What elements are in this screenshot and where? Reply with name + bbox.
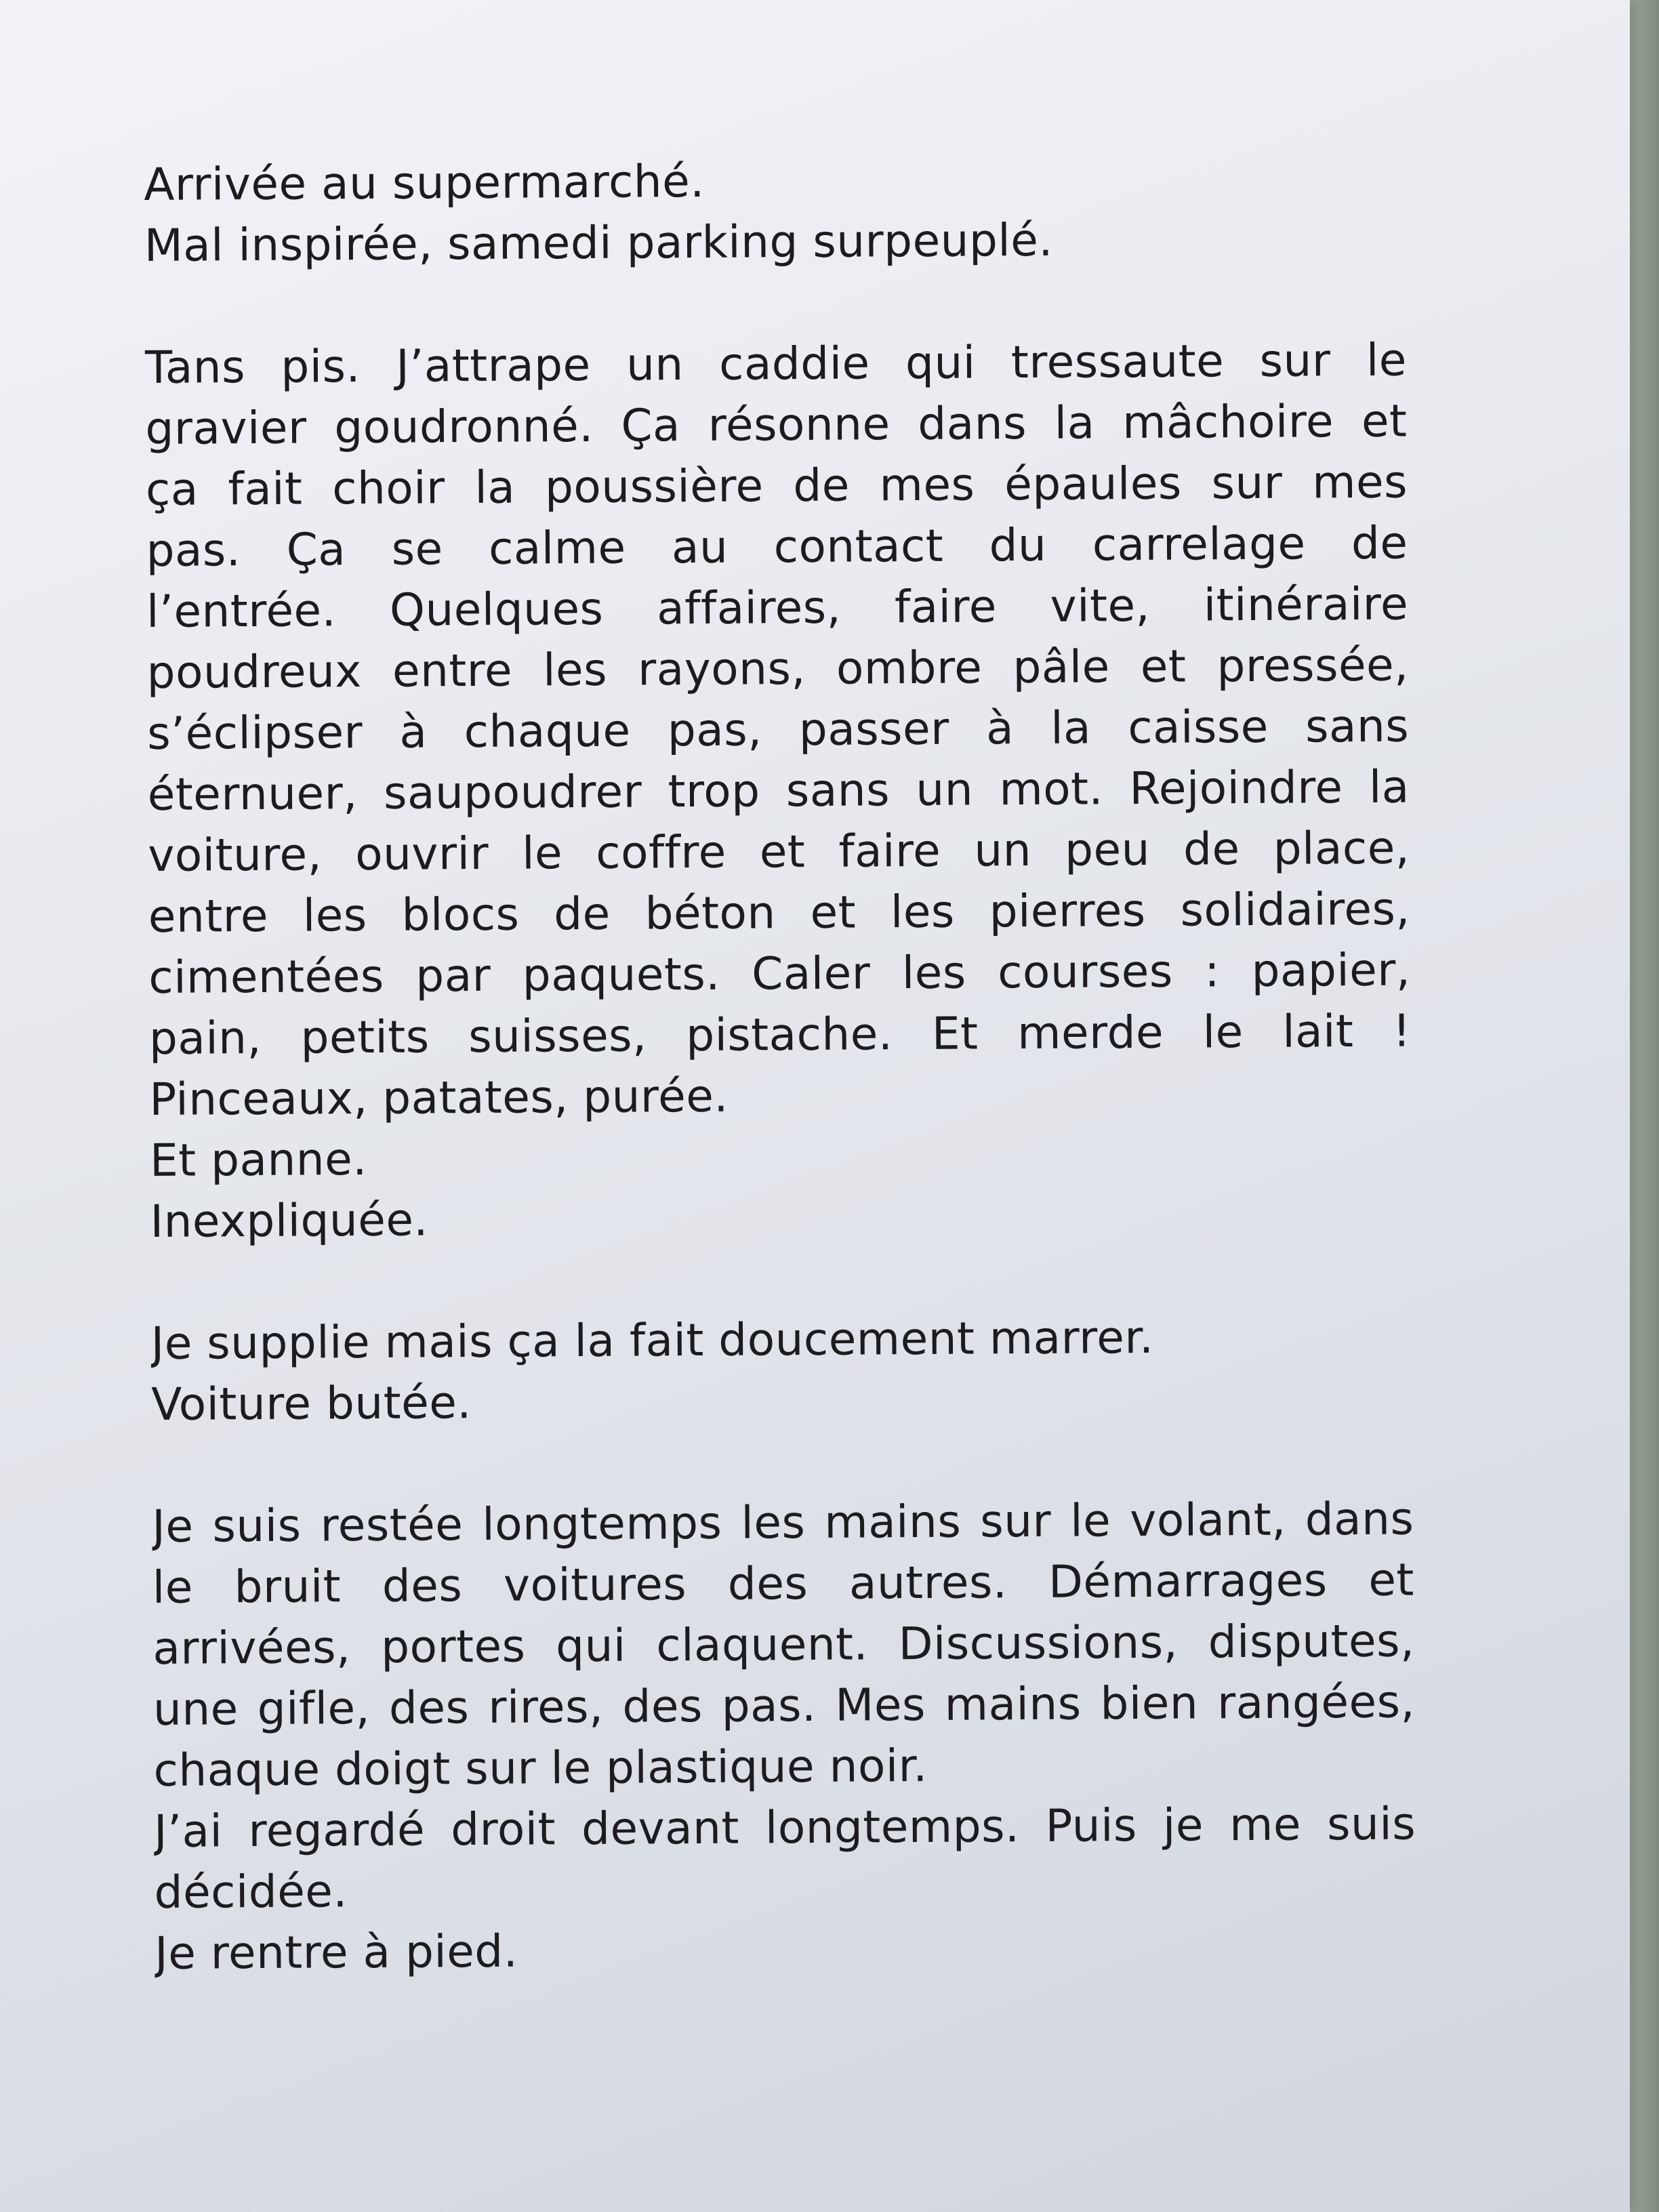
text-line: Et panne. (149, 1133, 367, 1187)
text-line: Pinceaux, patates, purée. (149, 1069, 729, 1126)
text-line: cimentées par paquets. Caler les courses : papier, (148, 943, 1411, 1004)
text-line: entre les blocs de béton et les pierres solidaires, (148, 882, 1411, 943)
text-line: chaque doigt sur le plastique noir. (153, 1739, 928, 1797)
text-line: Mal inspirée, samedi parking surpeuplé. (144, 213, 1054, 272)
text-line: arrivées, portes qui claquent. Discussions, disputes, (152, 1614, 1415, 1675)
paragraph (145, 330, 1412, 1252)
text-line: ça fait choir la poussière de mes épaules sur mes (145, 455, 1408, 516)
text-line: s’éclipser à chaque pas, passer à la caisse sans (146, 699, 1410, 760)
text-line: éternuer, saupoudrer trop sans un mot. Rejoindre la (147, 760, 1410, 821)
text-line: voiture, ouvrir le coffre et faire un peu de place, (148, 821, 1410, 882)
text-line: Je supplie mais ça la fait doucement marrer. (150, 1311, 1154, 1370)
text-line: Tans pis. J’attrape un caddie qui tressaute sur le (144, 333, 1408, 394)
text-line: Je suis restée longtemps les mains sur le volant, dans (152, 1492, 1414, 1553)
text-line: Inexpliquée. (150, 1193, 429, 1248)
text-line: pain, petits suisses, pistache. Et merde le lait ! (148, 1004, 1412, 1065)
text-line: Voiture butée. (151, 1376, 472, 1431)
text-body (144, 147, 1416, 1984)
text-line: décidée. (154, 1865, 348, 1919)
text-line: J’ai regardé droit devant longtemps. Puis je me suis (153, 1797, 1416, 1858)
text-line: l’entrée. Quelques affaires, faire vite, itinéraire (146, 577, 1409, 638)
text-line: pas. Ça se calme au contact du carrelage de (146, 516, 1408, 577)
text-line: gravier goudronné. Ça résonne dans la mâchoire et (145, 394, 1408, 455)
paragraph (150, 1306, 1413, 1435)
paragraph (152, 1489, 1416, 1984)
text-line: une gifle, des rires, des pas. Mes mains bien rangées, (152, 1675, 1416, 1736)
paragraph (144, 147, 1406, 276)
text-line: Je rentre à pied. (154, 1925, 518, 1980)
text-line: le bruit des voitures des autres. Démarrages et (152, 1553, 1415, 1614)
text-line: poudreux entre les rayons, ombre pâle et pressée, (146, 638, 1409, 699)
text-line: Arrivée au supermarché. (144, 155, 705, 211)
